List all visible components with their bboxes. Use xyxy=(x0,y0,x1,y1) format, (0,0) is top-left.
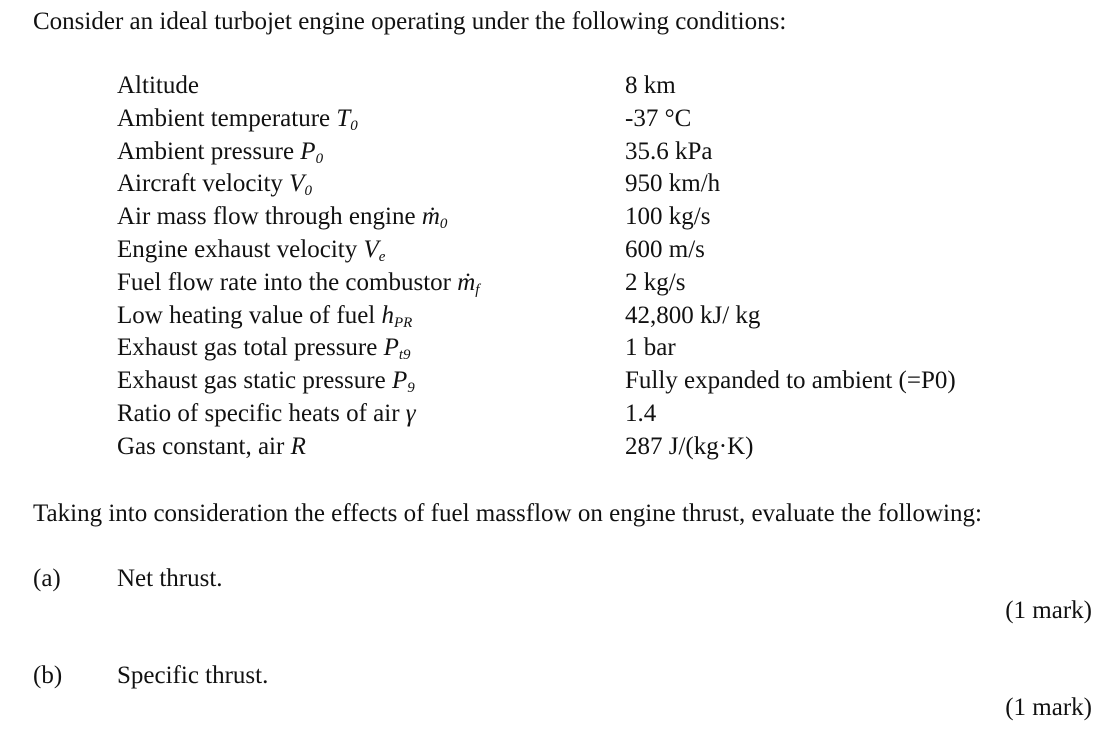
condition-value: 287 J/(kg·K) xyxy=(625,432,754,460)
part-text: Specific thrust. xyxy=(117,662,269,689)
symbol: $h_{PR}$ xyxy=(381,301,413,331)
condition-value: 100 kg/s xyxy=(625,203,711,231)
conditions-table xyxy=(117,70,1047,464)
condition-row xyxy=(117,365,1047,398)
part-text: Net thrust. xyxy=(117,565,223,592)
condition-value: 2 kg/s xyxy=(625,268,686,296)
condition-label: Fuel flow rate into the combustor ṁ$_f$ xyxy=(117,268,480,298)
condition-value: -37 °C xyxy=(625,104,692,132)
symbol: $P_9$ xyxy=(391,367,415,397)
condition-row xyxy=(117,234,1047,267)
condition-label: Low heating value of fuel $h_{PR}$ xyxy=(117,301,413,331)
mark-label: (1 mark) xyxy=(1005,597,1092,624)
intro-text: Consider an ideal turbojet engine operating under the following conditions: xyxy=(33,8,787,35)
condition-row xyxy=(117,398,1047,431)
condition-row xyxy=(117,103,1047,136)
condition-row xyxy=(117,168,1047,201)
condition-label: Ambient temperature $T_0$ xyxy=(117,104,358,134)
condition-row xyxy=(117,70,1047,103)
condition-row xyxy=(117,300,1047,333)
condition-label: Ratio of specific heats of air γ xyxy=(117,399,416,427)
evaluate-instruction: Taking into consideration the effects of fuel massflow on engine thrust, evaluate the following: xyxy=(33,500,982,527)
symbol: $V_0$ xyxy=(289,170,312,200)
condition-label: Exhaust gas static pressure $P_9$ xyxy=(117,367,415,397)
condition-row xyxy=(117,136,1047,169)
condition-value: 8 km xyxy=(625,72,676,99)
condition-row xyxy=(117,431,1047,464)
condition-row xyxy=(117,201,1047,234)
symbol: $V_e$ xyxy=(363,235,386,265)
condition-label: Gas constant, air R xyxy=(117,432,306,460)
symbol: γ xyxy=(405,399,416,427)
condition-label: Air mass flow through engine ṁ$_0$ xyxy=(117,203,448,233)
condition-label: Ambient pressure $P_0$ xyxy=(117,137,324,167)
condition-value: 42,800 kJ/ kg xyxy=(625,301,761,329)
condition-value: 600 m/s xyxy=(625,235,705,263)
condition-row xyxy=(117,332,1047,365)
condition-value: 1.4 xyxy=(625,399,657,427)
condition-value: 1 bar xyxy=(625,334,676,362)
symbol: $P_0$ xyxy=(300,137,324,167)
condition-label: Engine exhaust velocity $V_e$ xyxy=(117,235,386,265)
condition-value: Fully expanded to ambient (=P0) xyxy=(625,367,956,395)
mark-label: (1 mark) xyxy=(1005,694,1092,721)
condition-value: 950 km/h xyxy=(625,170,721,198)
symbol: ṁ$_f$ xyxy=(457,268,480,298)
part-label: (b) xyxy=(33,662,63,689)
condition-label: Exhaust gas total pressure $P_{t9}$ xyxy=(117,334,411,364)
symbol: R xyxy=(290,432,306,460)
symbol: $T_0$ xyxy=(336,104,358,134)
part-label: (a) xyxy=(33,565,61,592)
symbol: $P_{t9}$ xyxy=(383,334,411,364)
condition-row xyxy=(117,267,1047,300)
condition-value: 35.6 kPa xyxy=(625,137,713,165)
condition-label: Aircraft velocity $V_0$ xyxy=(117,170,312,200)
condition-label: Altitude xyxy=(117,72,199,99)
symbol: ṁ$_0$ xyxy=(421,203,448,233)
